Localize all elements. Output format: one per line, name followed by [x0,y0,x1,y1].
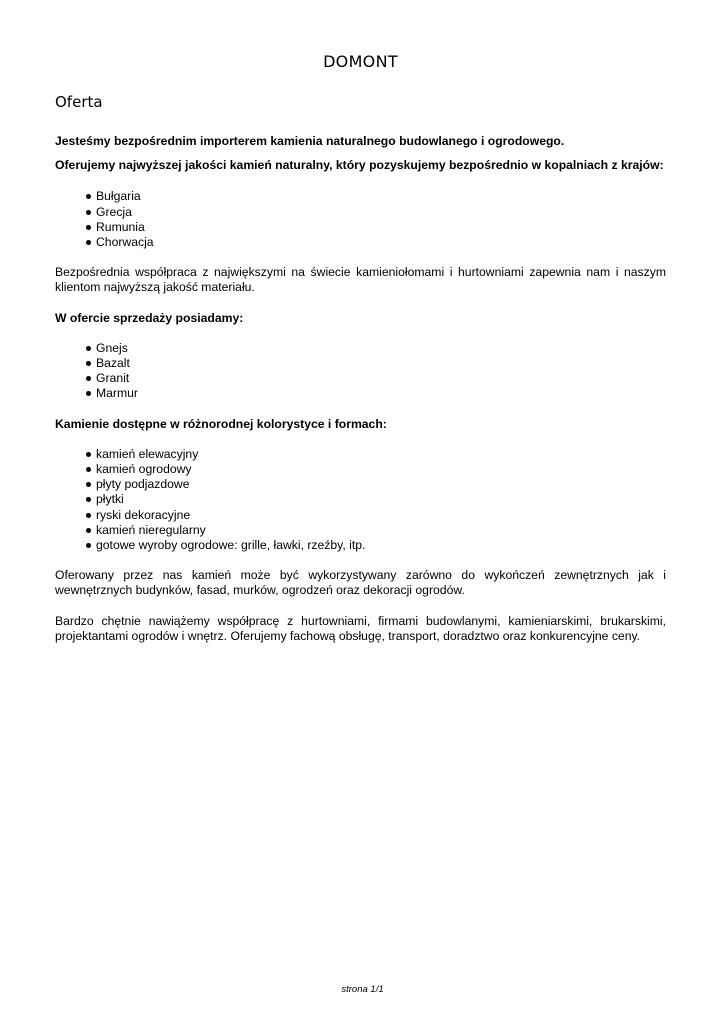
list-item: kamień nieregularny [85,523,666,538]
list-item: Chorwacja [85,235,666,250]
countries-list [55,189,666,250]
list-item: Marmur [85,386,666,401]
list-item: Granit [85,371,666,386]
list-item: kamień elewacyjny [85,447,666,462]
forms-heading: Kamienie dostępne w różnorodnej kolorystyce i formach: [55,416,387,431]
closing-paragraph: Bardzo chętnie nawiążemy współpracę z hurtowniami, firmami budowlanymi, kamieniarskimi, brukarskimi, projektantami ogrodów i wnętrz. Oferujemy fachową obsługę, transport, doradztwo oraz konkurencyjne ceny. [55,613,666,643]
list-item: Rumunia [85,220,666,235]
intro-importer: Jesteśmy bezpośrednim importerem kamienia naturalnego budowlanego i ogrodowego. [55,134,565,148]
list-item: płyty podjazdowe [85,477,666,492]
intro-sourcing: Oferujemy najwyższej jakości kamień naturalny, który pozyskujemy bezpośrednio w kopalniach z krajów: [55,158,664,173]
list-item: Grecja [85,205,666,220]
list-item: ryski dekoracyjne [85,508,666,523]
list-item: gotowe wyroby ogrodowe: grille, ławki, rzeźby, itp. [85,538,666,553]
list-item: Bułgaria [85,189,666,204]
offer-heading: W ofercie sprzedaży posiadamy: [55,310,244,325]
list-item: płytki [85,492,666,507]
forms-list [55,447,666,553]
page-number: strona 1/1 [341,984,384,995]
usage-paragraph: Oferowany przez nas kamień może być wykorzystywany zarówno do wykończeń zewnętrznych jak i wewnętrznych budynków, fasad, murków, ogrodzeń oraz dekoracji ogrodów. [55,568,666,598]
list-item: kamień ogrodowy [85,462,666,477]
section-title: Oferta [55,93,103,111]
document-content [55,134,666,644]
list-item: Gnejs [85,341,666,356]
document-title: DOMONT [323,52,398,71]
list-item: Bazalt [85,356,666,371]
stones-list [55,341,666,402]
cooperation-paragraph: Bezpośrednia współpraca z największymi na świecie kamieniołomami i hurtowniami zapewnia nam i naszym klientom najwyższą jakość materiału. [55,265,666,295]
